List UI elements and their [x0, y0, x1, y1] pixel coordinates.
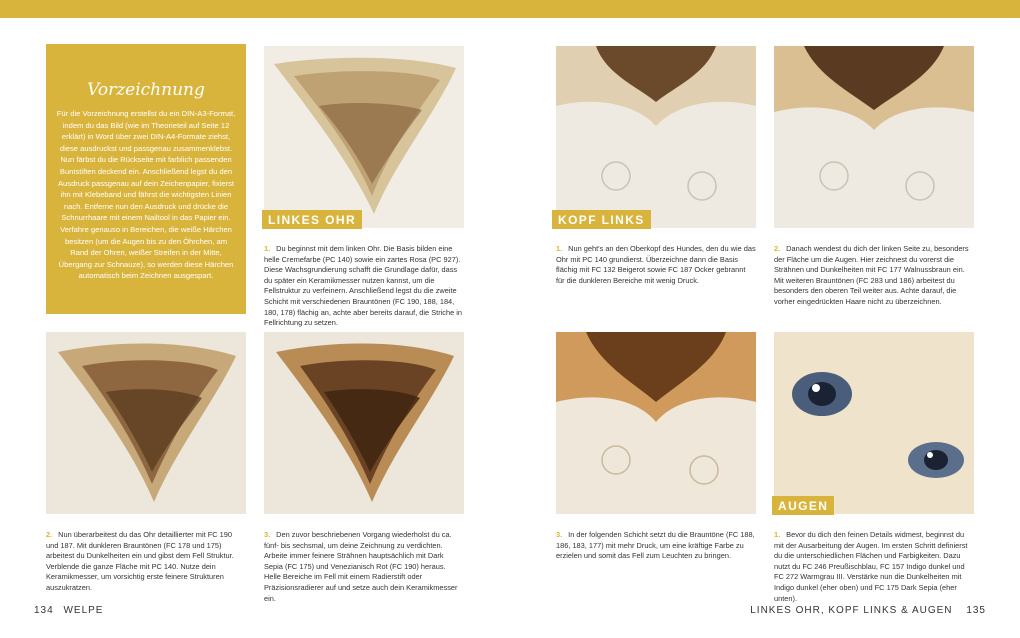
caption-head-2 — [774, 244, 974, 308]
caption-left-ear-1 — [264, 244, 464, 329]
photo-head-step-1 — [556, 46, 756, 228]
page-number-left: 134 — [34, 605, 54, 616]
step-text: In der folgenden Schicht setzt du die Brauntöne (FC 188, 186, 183, 177) mit mehr Druck, um eine kräftige Farbe zu erzielen und somit das Fell zum Leuchten zu bringen. — [556, 530, 755, 561]
step-text: Du beginnst mit dem linken Ohr. Die Basis bilden eine helle Cremefarbe (PC 140) sowie ein zartes Rosa (PC 927). Diese Wachsgrundierung schafft die Grundlage dafür, dass du später ein Keramikmesser nutzen kannst, um die Fellstruktur zu verfeinern. Anschließend legst du die zweite Schicht mit verschiedenen Brauntönen (FC 190, 188, 184, 180, 178) flächig an, achte aber bereits darauf, die Striche in Fellrichtung zu setzen. — [264, 244, 463, 328]
step-number: 3. — [264, 530, 271, 539]
accent-bar — [0, 0, 1020, 18]
caption-eyes-1 — [774, 530, 974, 604]
running-head-left: WELPE — [63, 605, 104, 616]
step-text: Nun geht's an den Oberkopf des Hundes, den du wie das Ohr mit PC 140 grundierst. Überzeichne dann die Basis flächig mit FC 132 Beigerot sowie FC 187 Ocker gebrannt für die dunkleren Bereiche mit wenig Druck. — [556, 244, 756, 285]
info-box-title: Vorzeichnung — [87, 80, 205, 100]
caption-head-3 — [556, 530, 756, 562]
step-number: 1. — [556, 244, 563, 253]
step-number: 2. — [46, 530, 53, 539]
info-box-text: Für die Vorzeichnung erstellst du ein DIN-A3-Format, indem du das Bild (wie im Theorieteil auf Seite 12 erklärt) in Word über zwei DIN-A4-Formate ziehst, diese ausdruckst und passgenau zusammenklebst. Nun färbst du die Rückseite mit farblich passenden Buntstiften deckend ein. Anschließend legst du den Ausdruck passgenau auf dein Zeichenpapier, fixierst ihn mit Klebeband und fährst die wichtigsten Linien nach. Entferne nun den Ausdruck und drücke die Schnurrhaare mit einem Nailtool in das Papier ein. Verfahre genauso in Bereichen, die weiße Härchen besitzen (um die Augen bis zu den Öhrchen, am Rand der Ohren, weißer Streifen in der Mitte, Übergang zur Schnauze), so werden diese Härchen automatisch beim Zeichnen ausgespart. — [56, 109, 236, 281]
footer-left — [34, 605, 103, 616]
step-number: 2. — [774, 244, 781, 253]
step-text: Danach wendest du dich der linken Seite zu, besonders der Fläche um die Augen. Hier zeichnest du vorerst die Strähnen und Dunkelheiten mit FC 177 Walnussbraun ein. Mit weiteren Brauntönen (FC 283 und 186) arbeitest du besonders den oberen Teil weiter aus. Achte darauf, die vorher eingedrückten Haare nicht zu überzeichnen. — [774, 244, 969, 306]
photo-ear-step-3 — [264, 332, 464, 514]
info-box — [46, 44, 246, 314]
step-text: Bevor du dich den feinen Details widmest, beginnst du mit der Ausarbeitung der Augen. Im ersten Schritt definierst du die unterschiedlichen Flächen und Farbigkeiten. Dazu nutzt du FC 246 Preußischblau, FC 157 Indigo dunkel und FC 272 Warmgrau III. Verstärke nun die Dunkelheiten mit Indigo dunkel (eher oben) und FC 175 Dark Sepia (eher unten). — [774, 530, 968, 603]
step-number: 1. — [774, 530, 781, 539]
caption-left-ear-3 — [264, 530, 464, 604]
footer-right — [750, 605, 986, 616]
step-number: 1. — [264, 244, 271, 253]
section-label-head-left: KOPF LINKS — [552, 210, 651, 229]
page-number-right: 135 — [966, 605, 986, 616]
running-head-right: LINKES OHR, KOPF LINKS & AUGEN — [750, 605, 953, 616]
photo-ear-step-1 — [264, 46, 464, 228]
photo-head-step-2 — [774, 46, 974, 228]
caption-head-1 — [556, 244, 756, 286]
caption-left-ear-2 — [46, 530, 246, 594]
step-text: Den zuvor beschriebenen Vorgang wiederholst du ca. fünf- bis sechsmal, um deine Zeichnung zu verdichten. Arbeite immer feinere Strähnen hauptsächlich mit Dark Sepia (FC 175) und Venezianisch Rot (FC 190) heraus. Helle Bereiche im Fell mit einem Radierstift oder Präzisionsradierer auf und setze auch dein Keramikmesser ein. — [264, 530, 458, 603]
step-number: 3. — [556, 530, 563, 539]
photo-eyes-step-1 — [774, 332, 974, 514]
step-text: Nun überarbeitest du das Ohr detaillierter mit FC 190 und 187. Mit dunkleren Brauntönen (FC 178 und 175) arbeitest du Dunkelheiten ein und gibst dem Fell Struktur. Verblende die ganze Fläche mit PC 140. Nutze dein Keramikmesser, um vorsichtig erste feinere Strukturen auszukratzen. — [46, 530, 234, 592]
photo-ear-step-2 — [46, 332, 246, 514]
photo-head-step-3 — [556, 332, 756, 514]
section-label-left-ear: LINKES OHR — [262, 210, 362, 229]
section-label-eyes: AUGEN — [772, 496, 834, 515]
